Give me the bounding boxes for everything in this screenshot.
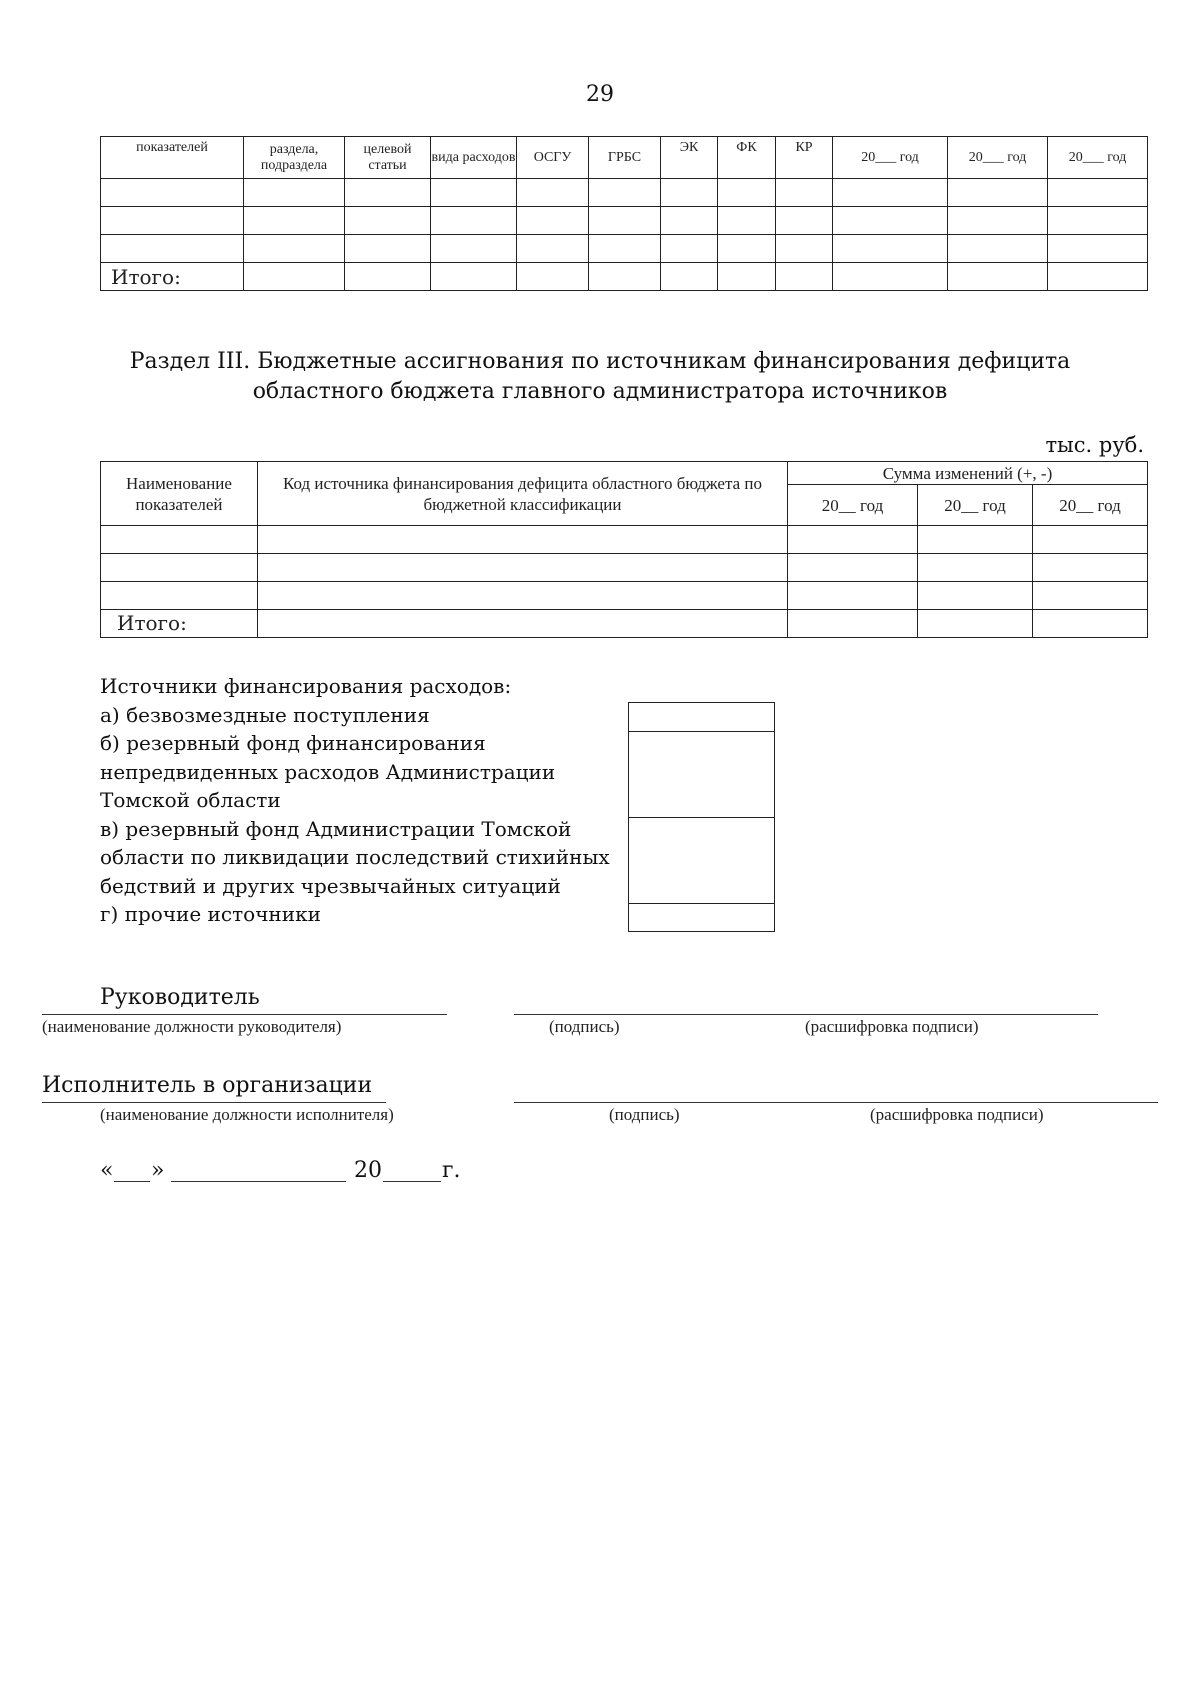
header-cell: ЭК — [661, 137, 718, 179]
executor-decode-hint: (расшифровка подписи) — [870, 1105, 1044, 1124]
executor-position-hint: (наименование должности исполнителя) — [100, 1105, 394, 1124]
date-open-quote: « — [100, 1158, 114, 1183]
header-cell: 20___ год — [833, 137, 948, 179]
sources-amount-box — [628, 702, 775, 932]
header-sum: Сумма изменений (+, -) — [788, 462, 1148, 485]
header-cell: целевой статьи — [345, 137, 431, 179]
list-item: непредвиденных расходов Администрации — [100, 759, 556, 784]
header-cell: 20___ год — [948, 137, 1048, 179]
date-month-field[interactable] — [171, 1181, 346, 1182]
table-row — [101, 207, 1148, 235]
executor-title: Исполнитель в организации — [42, 1073, 373, 1098]
table-row — [101, 582, 1148, 610]
amount-cell-b[interactable] — [629, 732, 774, 818]
executor-signature-line[interactable] — [514, 1102, 1158, 1103]
amount-cell-d[interactable] — [629, 904, 774, 931]
amount-cell-a[interactable] — [629, 703, 774, 732]
date-day-field[interactable] — [114, 1181, 150, 1182]
section-title — [0, 347, 1200, 407]
head-position-line[interactable] — [42, 1014, 447, 1015]
signature-hint: (подпись) — [549, 1017, 620, 1036]
header-cell: ГРБС — [589, 137, 661, 179]
list-item: б) резервный фонд финансирования — [100, 731, 486, 755]
total-label: Итого: — [101, 610, 258, 638]
header-cell: ОСГУ — [517, 137, 589, 179]
sources-heading: Источники финансирования расходов: — [100, 674, 512, 698]
date-year-prefix: 20 — [354, 1158, 382, 1183]
list-item: Томской области — [100, 788, 281, 812]
amount-cell-c[interactable] — [629, 818, 774, 904]
head-signature-line[interactable] — [514, 1014, 1098, 1015]
head-position-hint: (наименование должности руководителя) — [42, 1017, 342, 1036]
financing-sources-table — [100, 461, 1148, 638]
total-row — [101, 610, 1148, 638]
table-row — [101, 179, 1148, 207]
expenses-table — [100, 136, 1148, 291]
header-cell: КР — [776, 137, 833, 179]
date-close-quote: » — [151, 1158, 165, 1183]
table-row — [101, 526, 1148, 554]
header-cell: 20___ год — [1048, 137, 1148, 179]
header-cell: показателей — [101, 137, 244, 179]
section-title-line: областного бюджета главного администратора источников — [252, 379, 948, 404]
decode-hint: (расшифровка подписи) — [805, 1017, 979, 1036]
table-header-row — [101, 137, 1148, 179]
page-number: 29 — [586, 82, 614, 107]
section-title-line: Раздел III. Бюджетные ассигнования по источникам финансирования дефицита — [129, 349, 1071, 374]
table-row — [101, 554, 1148, 582]
executor-signature-hint: (подпись) — [609, 1105, 680, 1124]
list-item: в) резервный фонд Администрации Томской — [100, 816, 572, 841]
total-label: Итого: — [101, 263, 244, 291]
table-row — [101, 235, 1148, 263]
header-year: 20__ год — [788, 485, 918, 526]
list-item: бедствий и других чрезвычайных ситуаций — [100, 873, 561, 898]
total-row — [101, 263, 1148, 291]
list-item: г) прочие источники — [100, 902, 321, 926]
header-year: 20__ год — [918, 485, 1033, 526]
list-item: области по ликвидации последствий стихийных — [100, 845, 610, 869]
header-cell: вида расходов — [431, 137, 517, 179]
head-title: Руководитель — [100, 985, 260, 1010]
header-cell: ФК — [718, 137, 776, 179]
sources-list — [100, 672, 620, 929]
date-year-field[interactable] — [383, 1181, 441, 1182]
list-item: а) безвозмездные поступления — [100, 702, 430, 727]
executor-title-underline — [42, 1102, 386, 1103]
date-year-suffix: г. — [442, 1158, 461, 1183]
header-name: Наименование показателей — [101, 462, 258, 526]
units-label: тыс. руб. — [1045, 433, 1144, 457]
header-code: Код источника финансирования дефицита областного бюджета по бюджетной классификации — [258, 462, 788, 526]
header-year: 20__ год — [1033, 485, 1148, 526]
header-cell: раздела, подраздела — [244, 137, 345, 179]
